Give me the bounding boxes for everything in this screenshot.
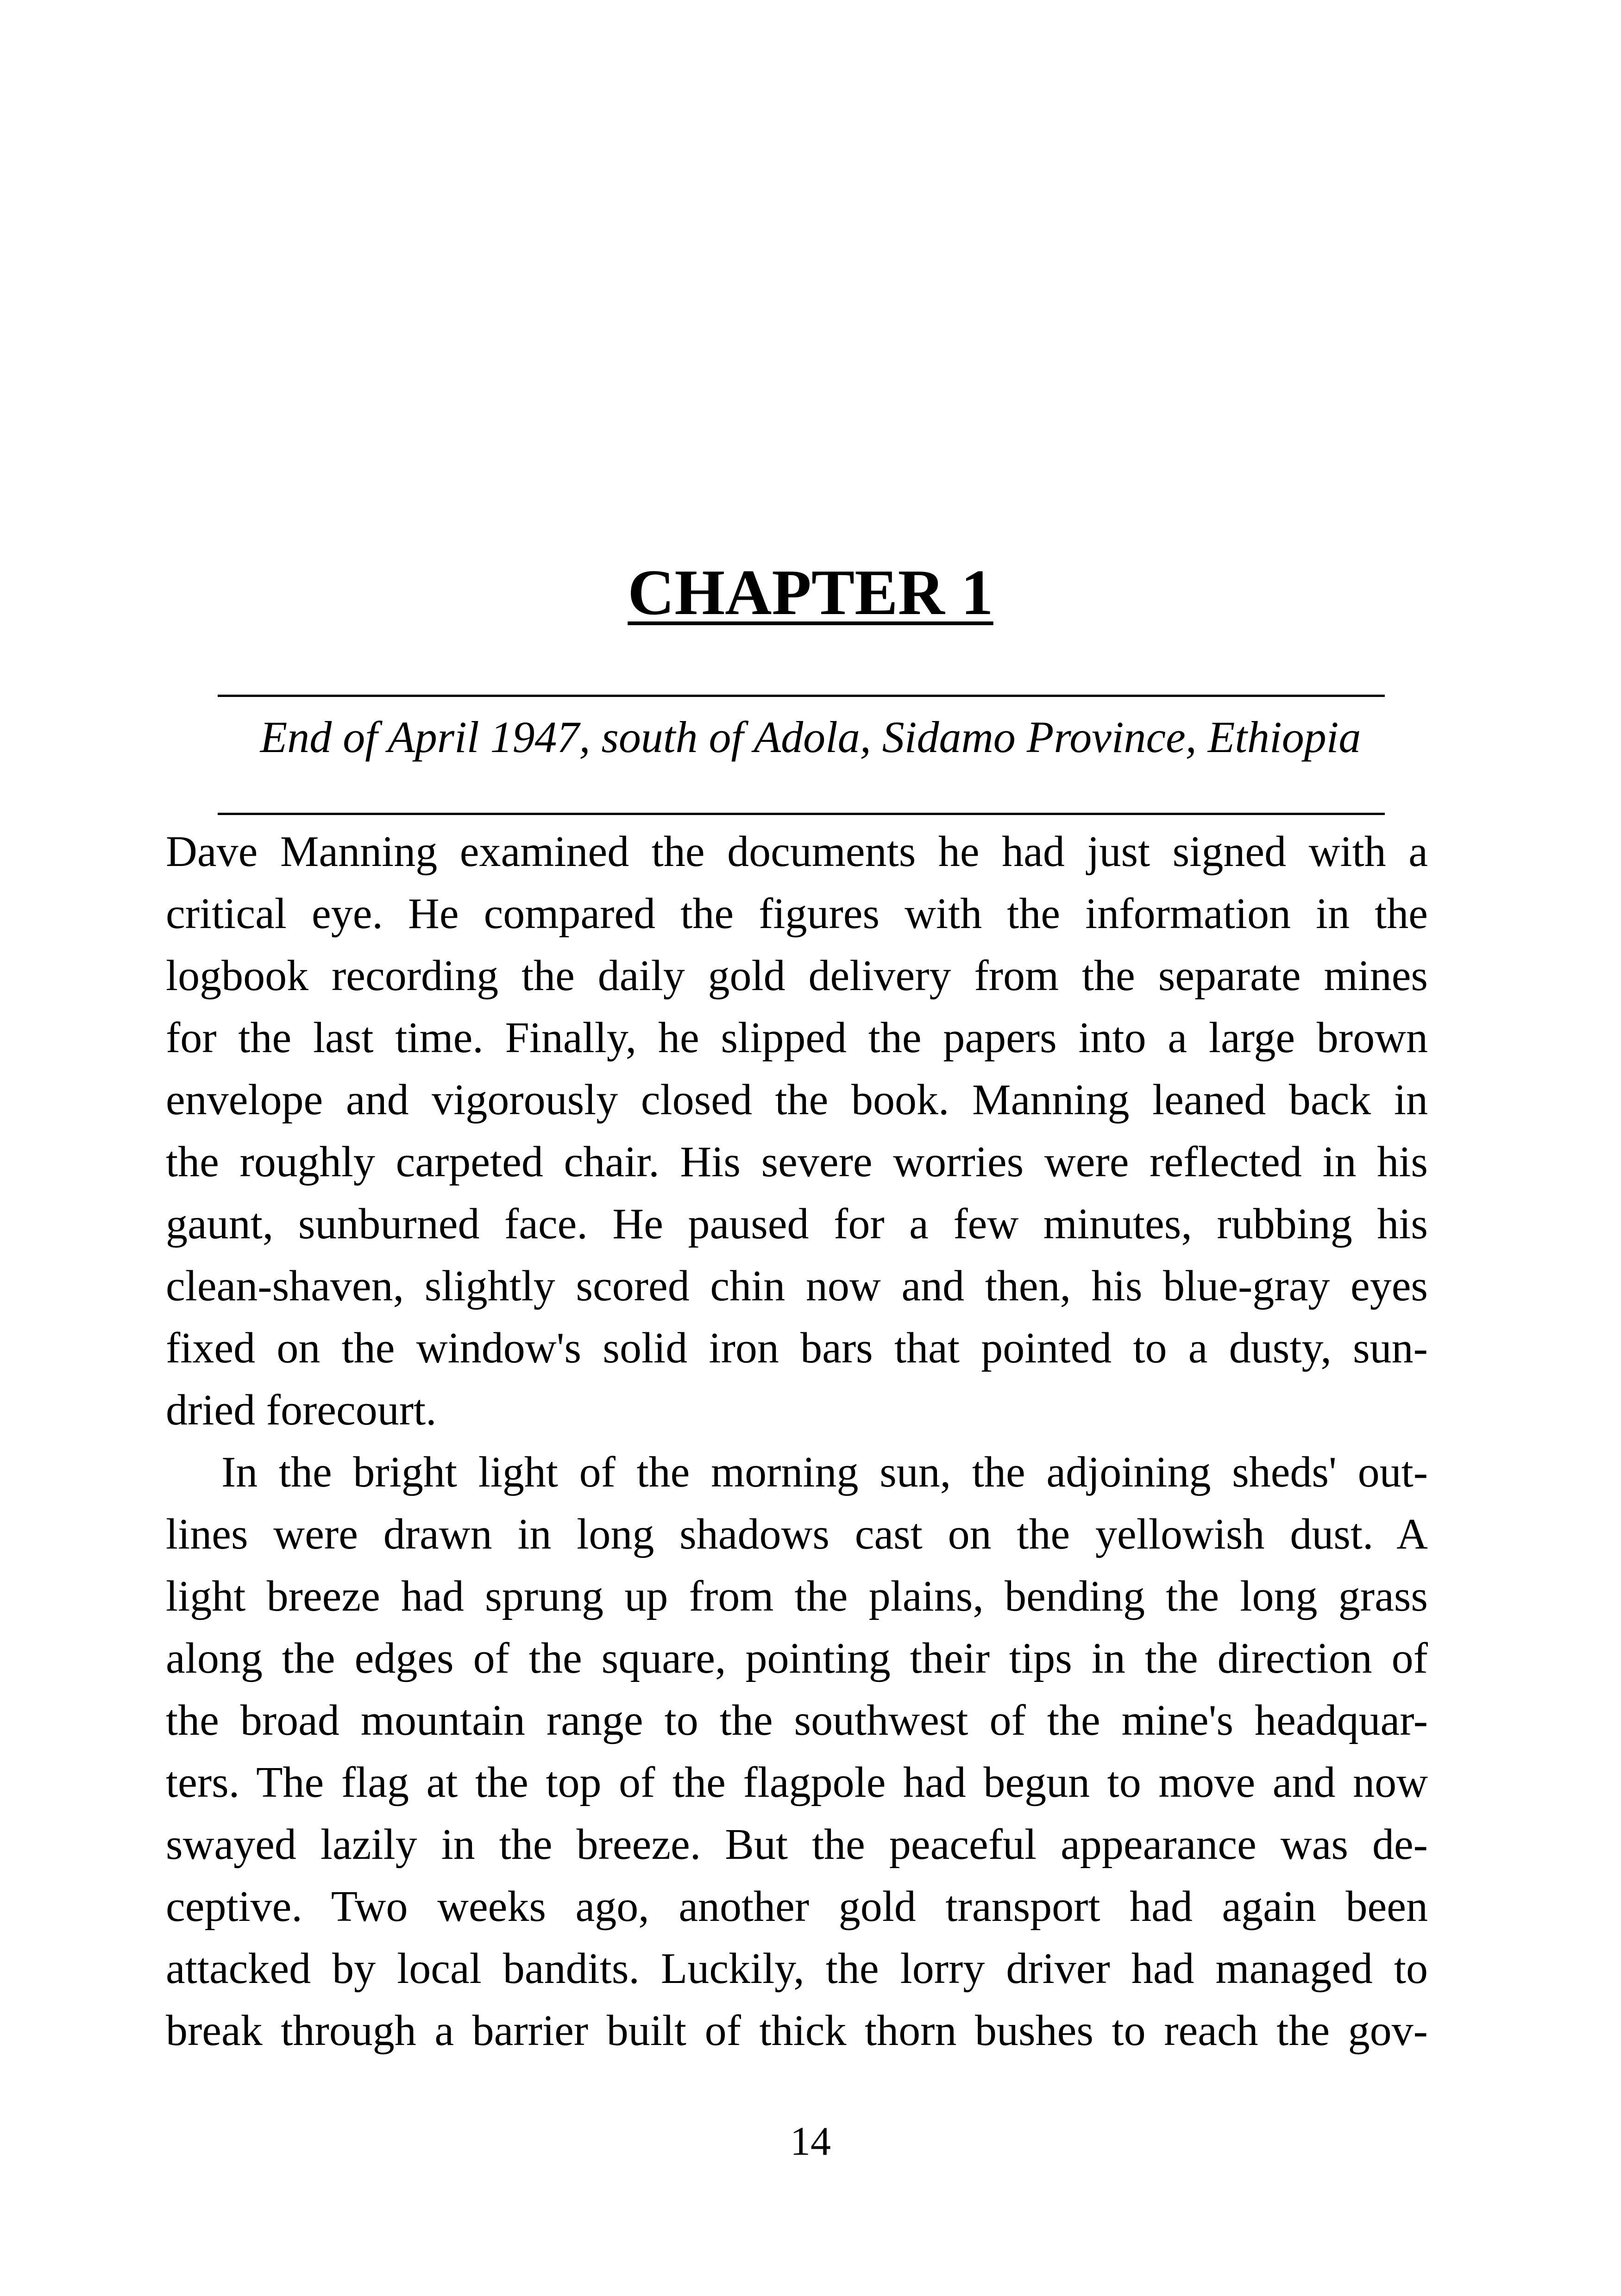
- text-line: the roughly carpeted chair. His severe worries were reflected in his: [166, 1138, 1428, 1186]
- text-line: clean-shaven, slightly scored chin now and then, his blue-gray eyes: [166, 1262, 1428, 1310]
- text-line: logbook recording the daily gold delivery from the separate mines: [166, 952, 1428, 1000]
- chapter-title: CHAPTER 1: [628, 557, 993, 628]
- text-line: gaunt, sunburned face. He paused for a few minutes, rubbing his: [166, 1200, 1428, 1248]
- text-line: lines were drawn in long shadows cast on the yellowish dust. A: [166, 1510, 1428, 1558]
- text-line: the broad mountain range to the southwest of the mine's headquar-: [166, 1696, 1428, 1744]
- page-number: 14: [790, 2119, 831, 2164]
- text-line: In the bright light of the morning sun, the adjoining sheds' out-: [221, 1448, 1428, 1496]
- text-line: along the edges of the square, pointing their tips in the direction of: [166, 1634, 1428, 1682]
- chapter-setting: End of April 1947, south of Adola, Sidamo Province, Ethiopia: [260, 712, 1361, 762]
- text-line: Dave Manning examined the documents he had just signed with a: [166, 828, 1428, 876]
- top-rule-divider: [218, 695, 1385, 697]
- text-line: attacked by local bandits. Luckily, the lorry driver had managed to: [166, 1945, 1428, 1993]
- text-line: dried forecourt.: [166, 1386, 437, 1434]
- text-line: envelope and vigorously closed the book. Manning leaned back in: [166, 1076, 1428, 1124]
- text-line: fixed on the window's solid iron bars that pointed to a dusty, sun-: [166, 1324, 1428, 1372]
- text-line: ceptive. Two weeks ago, another gold transport had again been: [166, 1882, 1428, 1931]
- text-line: light breeze had sprung up from the plains, bending the long grass: [166, 1572, 1428, 1620]
- text-line: break through a barrier built of thick thorn bushes to reach the gov-: [166, 2007, 1428, 2055]
- body-text: [166, 821, 1428, 2062]
- text-line: swayed lazily in the breeze. But the peaceful appearance was de-: [166, 1820, 1428, 1869]
- text-line: for the last time. Finally, he slipped the papers into a large brown: [166, 1014, 1428, 1062]
- text-line: critical eye. He compared the figures with the information in the: [166, 890, 1428, 938]
- bottom-rule-divider: [218, 813, 1385, 815]
- text-line: ters. The flag at the top of the flagpole had begun to move and now: [166, 1758, 1428, 1807]
